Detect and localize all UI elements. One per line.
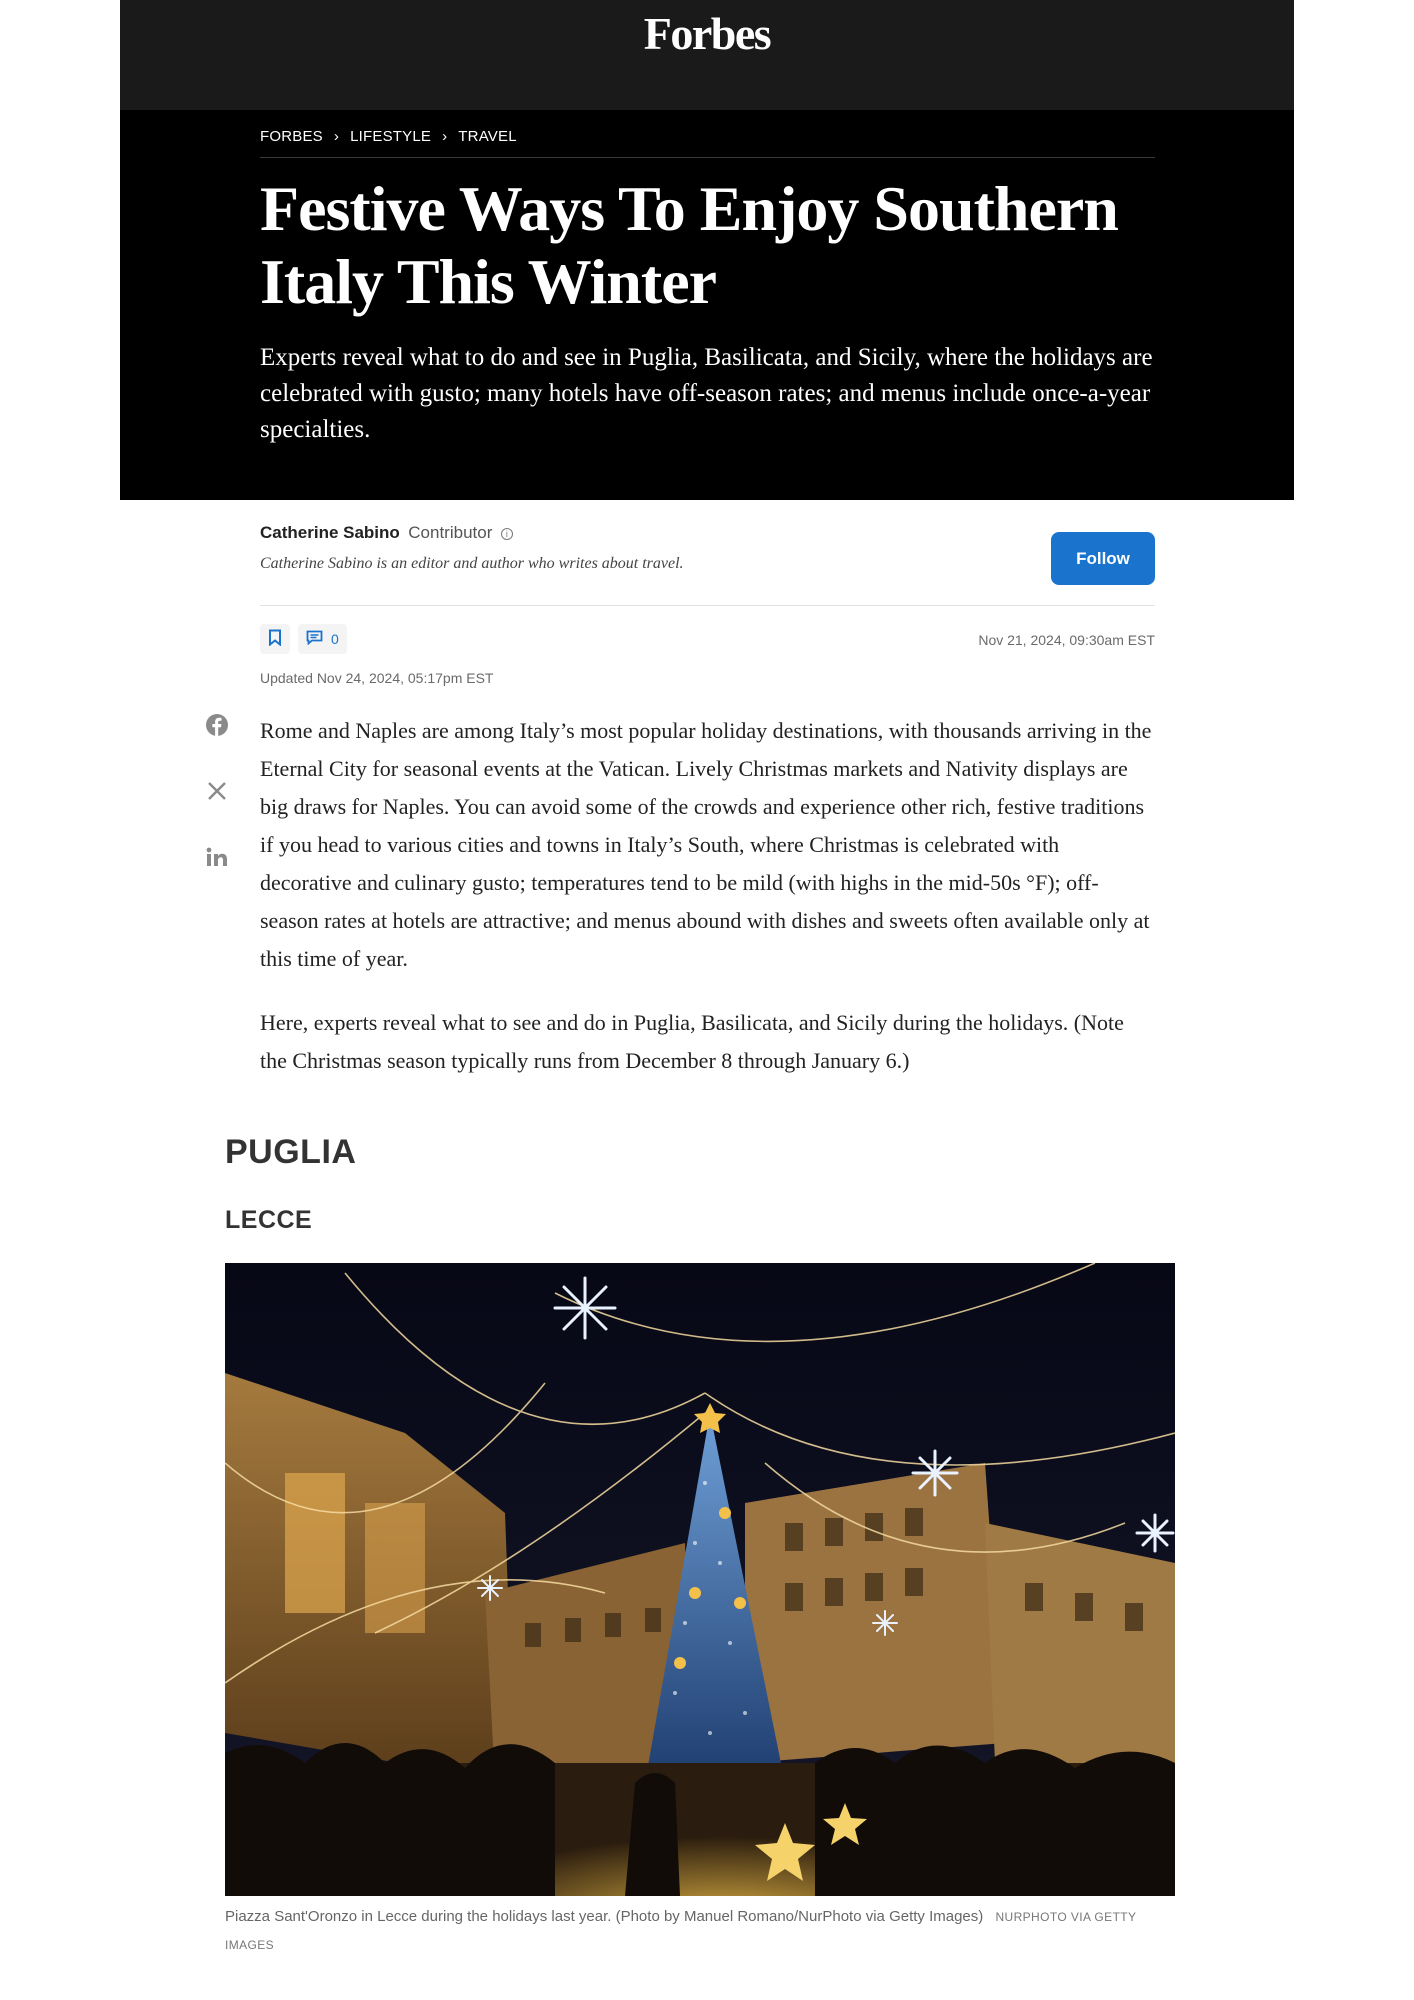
follow-button[interactable]: Follow <box>1051 532 1155 585</box>
article-photo[interactable] <box>225 1263 1175 1896</box>
article-paragraph: Rome and Naples are among Italy’s most popular holiday destinations, with thousands arriving in the Eternal City for seasonal events at the Vatican. Lively Christmas markets and Nativity displays are big draws for Naples. You can avoid some of the crowds and experience other rich, festive traditions if you head to various cities and towns in Italy’s South, where Christmas is celebrated with decorative and culinary gusto; temperatures tend to be mild (with highs in the mid-50s °F); off-season rates at hotels are attractive; and menus abound with dishes and sweets often available only at this time of year. <box>260 718 1152 971</box>
breadcrumb-travel[interactable]: TRAVEL <box>458 128 517 145</box>
caption-text: Piazza Sant'Oronzo in Lecce during the holidays last year. (Photo by Manuel Romano/NurPhoto via Getty Images) <box>225 1908 984 1925</box>
article-paragraph: Here, experts reveal what to see and do in Puglia, Basilicata, and Sicily during the holidays. (Note the Christmas season typically runs from December 8 through January 6.) <box>260 1010 1124 1073</box>
breadcrumb <box>260 128 1155 158</box>
masthead <box>120 0 1294 110</box>
updated-date: Updated Nov 24, 2024, 05:17pm EST <box>260 670 494 686</box>
photo-credit: NURPHOTO VIA GETTY IMAGES <box>225 1910 1137 1952</box>
published-date: Nov 21, 2024, 09:30am EST <box>978 632 1155 648</box>
bookmark-icon <box>268 629 282 649</box>
subsection-heading: LECCE <box>225 1206 313 1234</box>
section-heading: PUGLIA <box>225 1133 357 1171</box>
breadcrumb-lifestyle[interactable]: LIFESTYLE <box>350 128 432 145</box>
article-hero <box>120 110 1294 500</box>
photo-caption <box>225 1903 1175 1959</box>
article-title: Festive Ways To Enjoy Southern Italy This Winter <box>260 173 1118 317</box>
facebook-icon[interactable] <box>204 712 230 738</box>
author-bio: Catherine Sabino is an editor and author who writes about travel. <box>260 555 684 572</box>
linkedin-icon[interactable] <box>204 844 230 870</box>
article-dek: Experts reveal what to do and see in Puglia, Basilicata, and Sicily, where the holidays are celebrated with gusto; many hotels have off-season rates; and menus include once-a-year specialties. <box>260 344 1153 443</box>
article-actions <box>260 624 347 654</box>
chevron-right-icon: › <box>333 128 340 145</box>
x-icon[interactable] <box>204 778 230 804</box>
comment-count: 0 <box>331 631 339 647</box>
save-button[interactable] <box>260 624 290 654</box>
chevron-right-icon: › <box>442 128 448 145</box>
divider <box>260 605 1155 606</box>
author-name[interactable]: Catherine Sabino <box>260 523 400 542</box>
comment-icon <box>306 630 323 648</box>
info-icon[interactable]: i <box>501 528 513 540</box>
breadcrumb-forbes[interactable]: FORBES <box>260 128 323 145</box>
comments-button[interactable] <box>298 624 347 654</box>
author-role: Contributor <box>408 523 493 542</box>
forbes-logo[interactable]: Forbes <box>643 8 771 59</box>
